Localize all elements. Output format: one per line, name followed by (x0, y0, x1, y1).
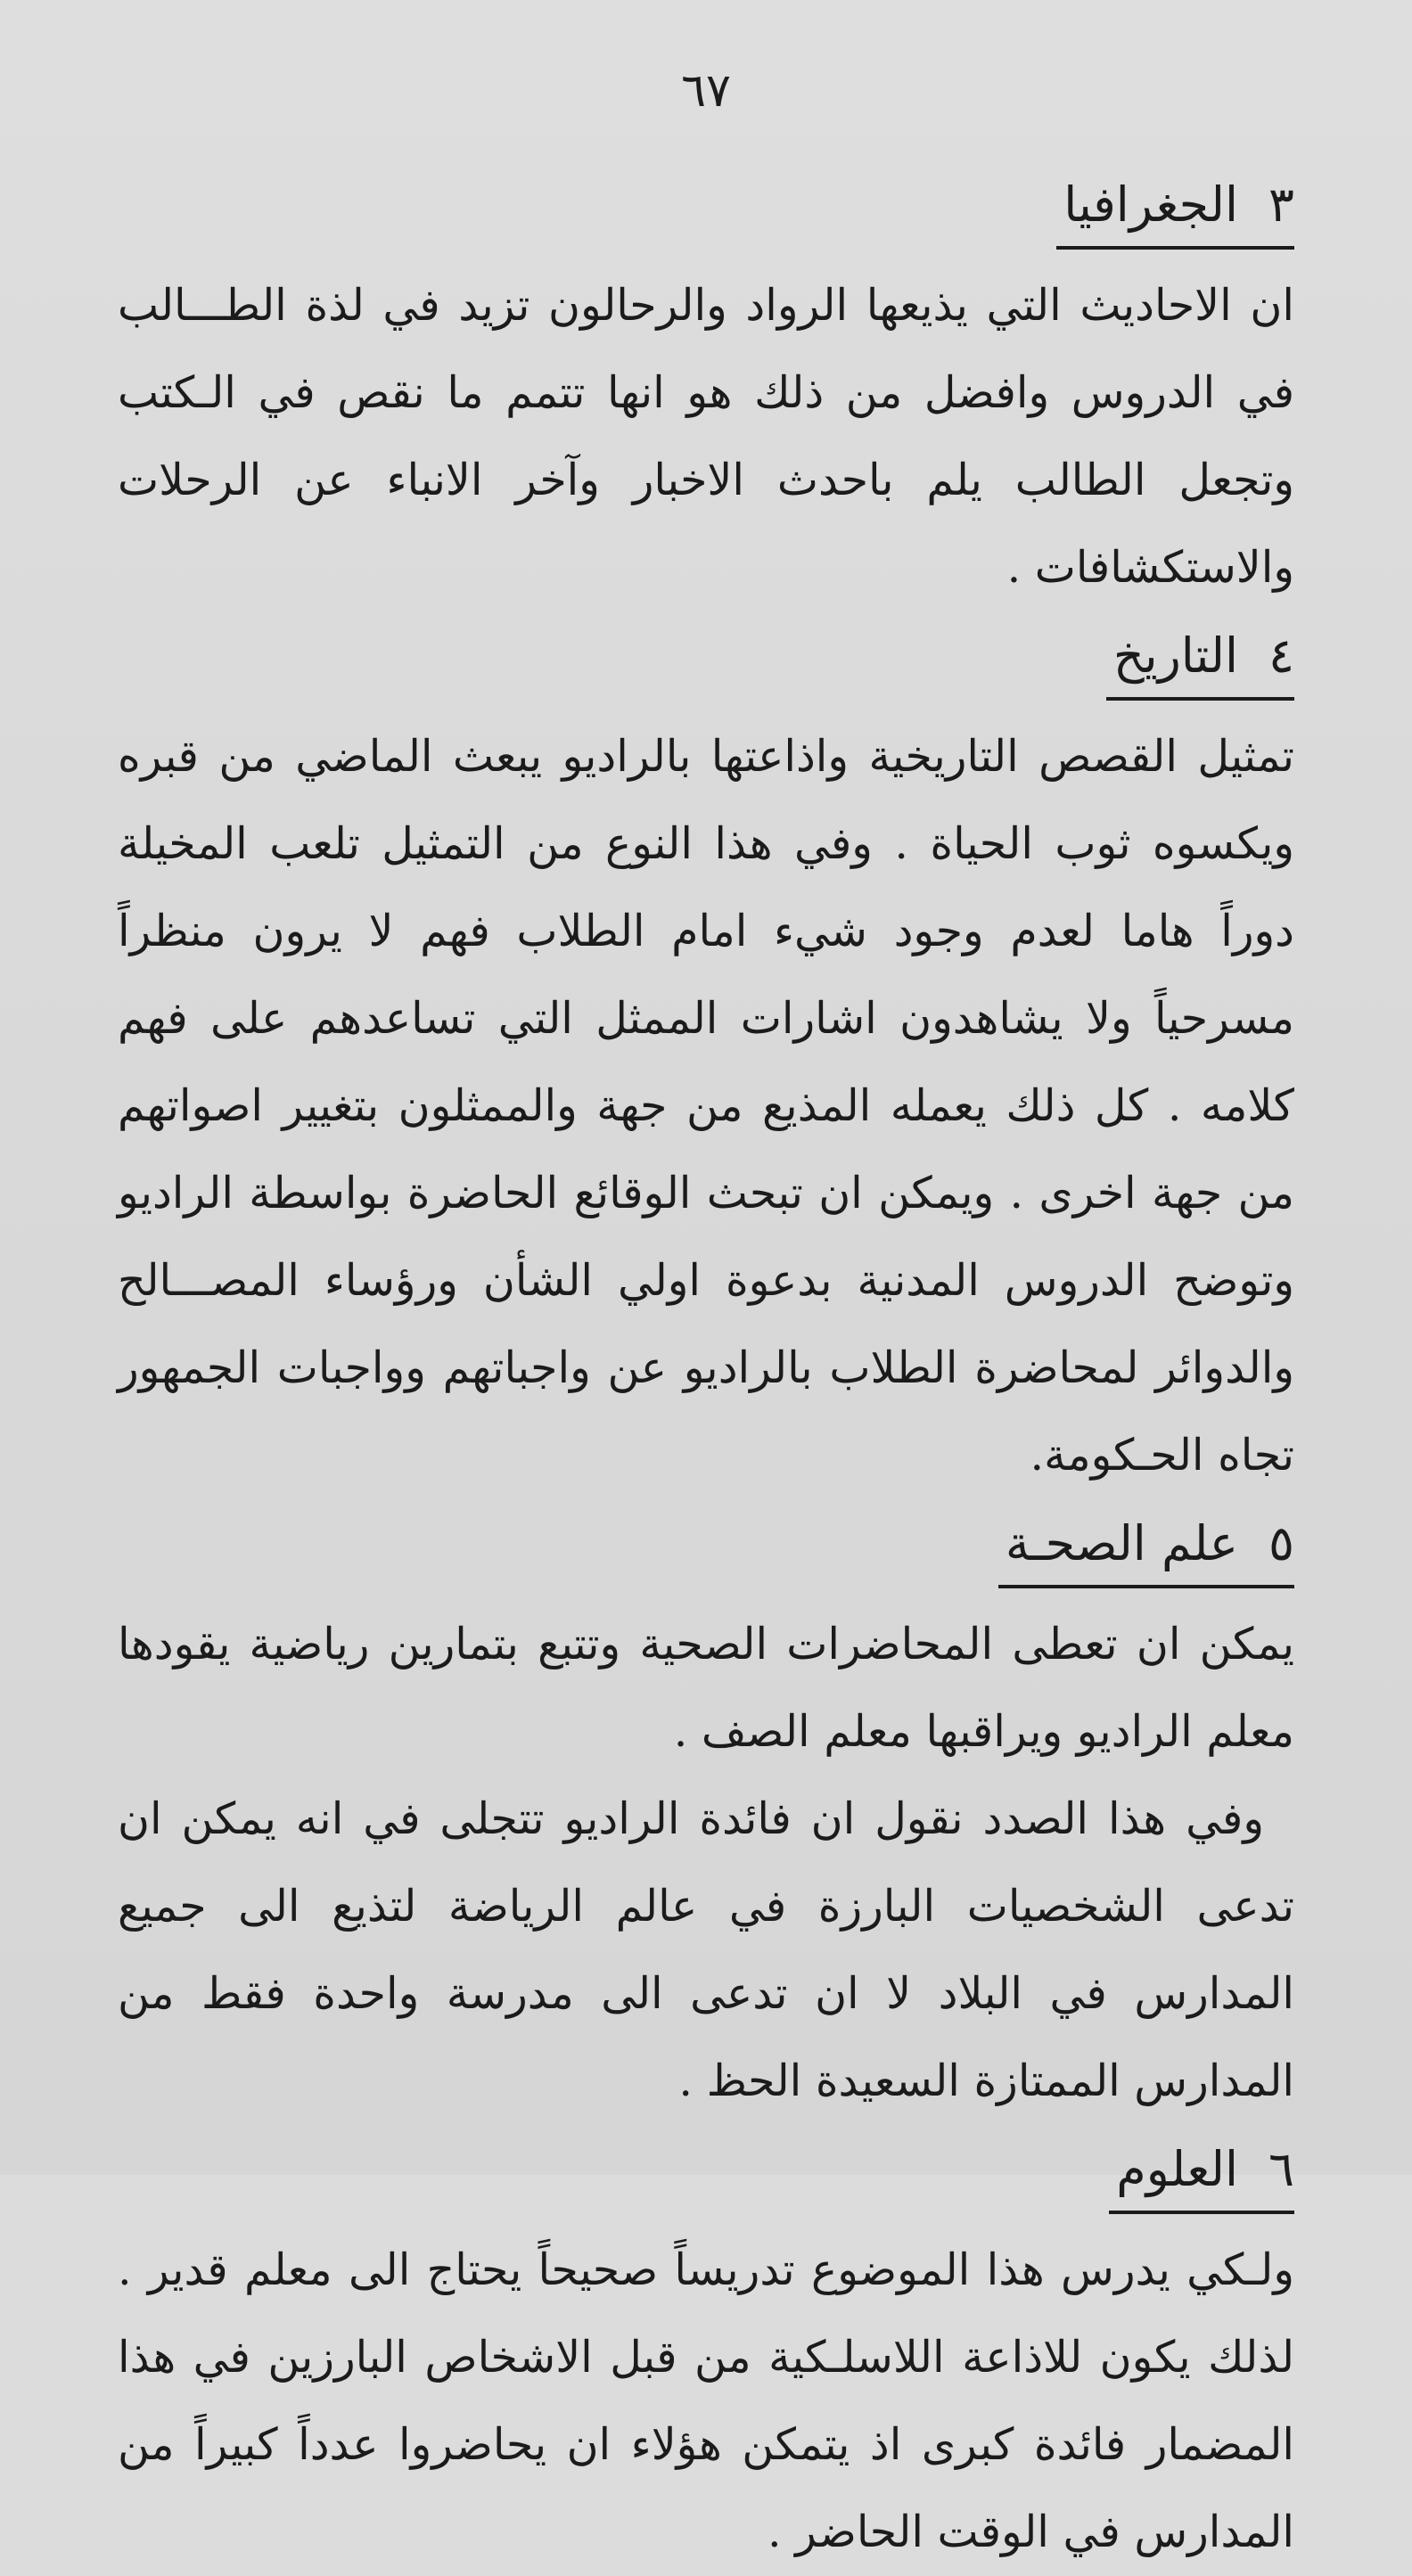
section-number: ٤ (1268, 628, 1294, 684)
paragraph: وفي هذا الصدد نقول ان فائدة الراديو تتجلى في انه يمكن ان تدعى الشخصيات البارزة في عالم الرياضة لتذيع الى جميع المدارس في البلاد لا ان تدعى الى مدرسة واحدة فقط من المدارس الممتازة السعيدة الحظ . (118, 1793, 1294, 2106)
section-heading (1056, 173, 1294, 250)
section-title: علم الصحـة (1005, 1515, 1238, 1571)
section-title: التاريخ (1112, 628, 1238, 684)
section-number: ٦ (1268, 2141, 1294, 2197)
section-health (118, 1499, 1294, 2125)
section-title: العلوم (1116, 2141, 1238, 2197)
section-heading (998, 1512, 1294, 1588)
section-number: ٣ (1268, 176, 1294, 233)
paragraph: ان الاحاديث التي يذيعها الرواد والرحالون تزيد في لذة الطـــالب في الدروس وافضل من ذلك هو انها تتمم ما نقص في الـكتب وتجعل الطالب يلم باحدث الاخبار وآخر الانباء عن الرحلات والاستكشافات . (118, 280, 1294, 593)
page-number: ٦٧ (681, 64, 731, 118)
paragraph: يمكن ان تعطى المحاضرات الصحية وتتبع بتمارين رياضية يقودها معلم الراديو ويراقبها معلم الصف . (118, 1619, 1294, 1757)
section-title: الجغرافيا (1063, 176, 1238, 233)
section-history (118, 611, 1294, 1499)
page-content (118, 160, 1294, 2576)
paragraph: تمثيل القصص التاريخية واذاعتها بالراديو يبعث الماضي من قبره ويكسوه ثوب الحياة . وفي هذا النوع من التمثيل تلعب المخيلة دوراً هاما لعدم وجود شيء امام الطلاب فهم لا يرون منظراً مسرحياً ولا يشاهدون اشارات الممثل التي تساعدهم على فهم كلامه . كل ذلك يعمله المذيع من جهة والممثلون بتغيير اصواتهم من جهة اخرى . ويمكن ان تبحث الوقائع الحاضرة بواسطة الراديو وتوضح الدروس المدنية بدعوة اولي الشأن ورؤساء المصـــالح والدوائر لمحاضرة الطلاب بالراديو عن واجباتهم وواجبات الجمهور تجاه الحـكومة. (118, 731, 1294, 1481)
section-geography (118, 160, 1294, 611)
section-sciences (118, 2125, 1294, 2576)
section-heading (1106, 624, 1294, 701)
paragraph: ولـكي يدرس هذا الموضوع تدريساً صحيحاً يحتاج الى معلم قدير . لذلك يكون للاذاعة اللاسلـكية من قبل الاشخاص البارزين في هذا المضمار فائدة كبرى اذ يتمكن هؤلاء ان يحاضروا عدداً كبيراً من المدارس في الوقت الحاضر . (118, 2244, 1294, 2557)
section-heading (1109, 2137, 1294, 2214)
section-number: ٥ (1268, 1515, 1294, 1571)
